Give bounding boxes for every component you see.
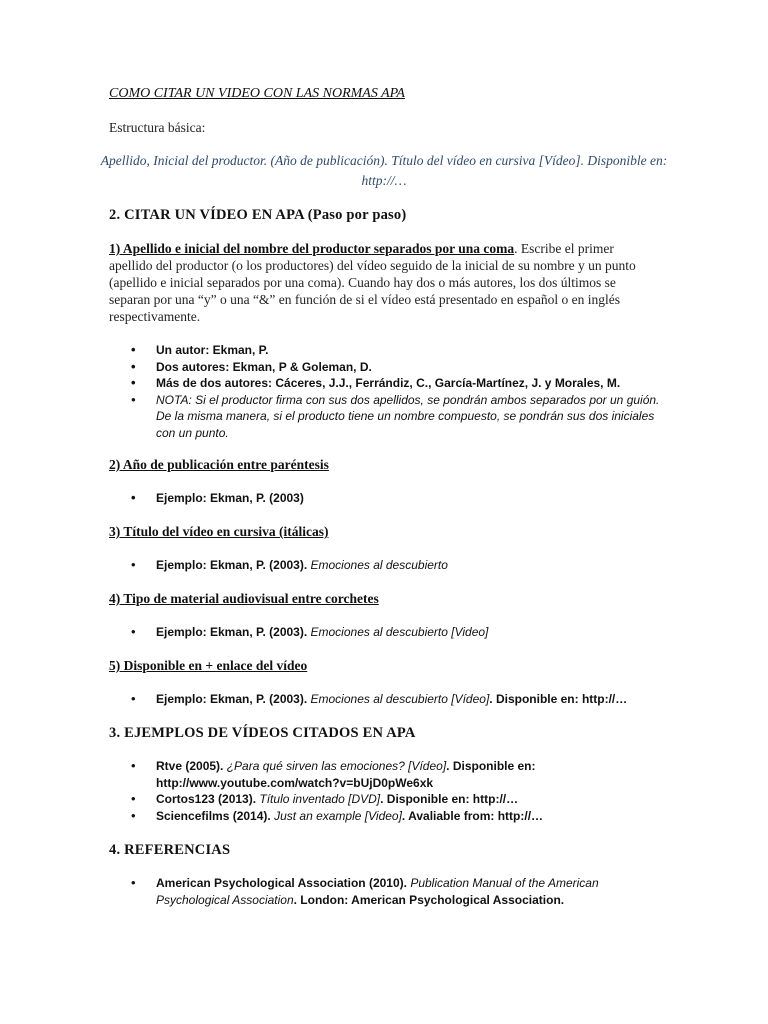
section-4-heading: 4. REFERENCIAS <box>109 842 231 858</box>
step-5-list <box>131 691 661 708</box>
reference-title: Publication Manual of the American Psychological Association <box>156 876 599 907</box>
citation-tail: . Disponible en: http://… <box>380 792 519 806</box>
step-5-heading: 5) Disponible en + enlace del vídeo <box>109 658 308 673</box>
reference-tail: . London: American Psychological Association. <box>293 892 565 907</box>
list-item <box>131 808 661 825</box>
reference-author: American Psychological Association (2010). <box>156 876 411 890</box>
citation-author: Rtve (2005). <box>156 759 227 773</box>
citation-title: Título inventado [DVD] <box>259 792 381 806</box>
list-item <box>131 791 661 808</box>
citation-title: ¿Para qué sirven las emociones? [Vídeo] <box>226 759 447 773</box>
section-2-heading: 2. CITAR UN VÍDEO EN APA (Paso por paso) <box>109 207 407 223</box>
example-bold: Ejemplo: Ekman, P. (2003). <box>156 558 308 572</box>
example-italic: Emociones al descubierto [Video] <box>307 625 489 639</box>
basic-structure-label: Estructura básica: <box>109 120 206 135</box>
list-item <box>131 624 661 641</box>
author-examples-list <box>131 342 661 441</box>
citation-title: Just an example [Video] <box>274 808 402 823</box>
step-4-list <box>131 624 661 641</box>
list-item: • Un autor: Ekman, P. <box>131 342 661 359</box>
list-item: • Ejemplo: Ekman, P. (2003) <box>131 490 661 507</box>
list-item <box>131 875 661 908</box>
example-bold: Ejemplo: Ekman, P. (2003). <box>156 625 308 639</box>
example-tail: . Disponible en: http://… <box>489 692 628 706</box>
step-3-heading: 3) Título del vídeo en cursiva (itálicas) <box>109 524 329 539</box>
video-examples-list <box>131 758 661 824</box>
citation-template: Apellido, Inicial del productor. (Año de publicación). Título del vídeo en cursiva [Vídeo]. Disponible en: http://… <box>100 153 668 188</box>
step-3-list <box>131 557 661 574</box>
example-italic: Emociones al descubierto <box>307 558 448 572</box>
example-bold: Ejemplo: Ekman, P. (2003). <box>156 692 308 706</box>
list-item <box>131 557 661 574</box>
list-item <box>131 758 661 791</box>
list-item <box>131 691 661 708</box>
document-title: COMO CITAR UN VIDEO CON LAS NORMAS APA <box>109 86 405 101</box>
references-list <box>131 875 661 908</box>
citation-author: Sciencefilms (2014). <box>156 808 275 823</box>
step-2-list <box>131 490 661 507</box>
note-item: • NOTA: Si el productor firma con sus dos apellidos, se pondrán ambos separados por un guión. De la misma manera, si el producto tiene un nombre compuesto, se pondrán sus dos iniciales con un punto. <box>131 392 661 442</box>
step-1-paragraph <box>109 240 659 325</box>
example-italic: Emociones al descubierto [Vídeo] <box>307 692 490 706</box>
citation-author: Cortos123 (2013). <box>156 792 260 806</box>
citation-tail: . Disponible en: http://www.youtube.com/watch?v=bUjD0pWe6xk <box>156 759 536 790</box>
step-1-heading: 1) Apellido e inicial del nombre del productor separados por una coma <box>109 241 515 256</box>
section-3-heading: 3. EJEMPLOS DE VÍDEOS CITADOS EN APA <box>109 725 416 741</box>
citation-tail: . Avaliable from: http://… <box>401 808 544 823</box>
step-4-heading: 4) Tipo de material audiovisual entre corchetes <box>109 591 379 606</box>
step-2-heading: 2) Año de publicación entre paréntesis <box>109 457 329 472</box>
list-item: • Dos autores: Ekman, P & Goleman, D. <box>131 359 661 376</box>
list-item: • Más de dos autores: Cáceres, J.J., Ferrándiz, C., García-Martínez, J. y Morales, M. <box>131 375 661 392</box>
step-1-body: . Escribe el primer apellido del productor (o los productores) del vídeo seguido de la inicial de su nombre y un punto (apellido e inicial separados por una coma). Cuando hay dos o más autores, los dos últimos se separan por una “y” o una “&” en función de si el vídeo está presentado en español o en inglés respectivamente. <box>109 241 636 324</box>
